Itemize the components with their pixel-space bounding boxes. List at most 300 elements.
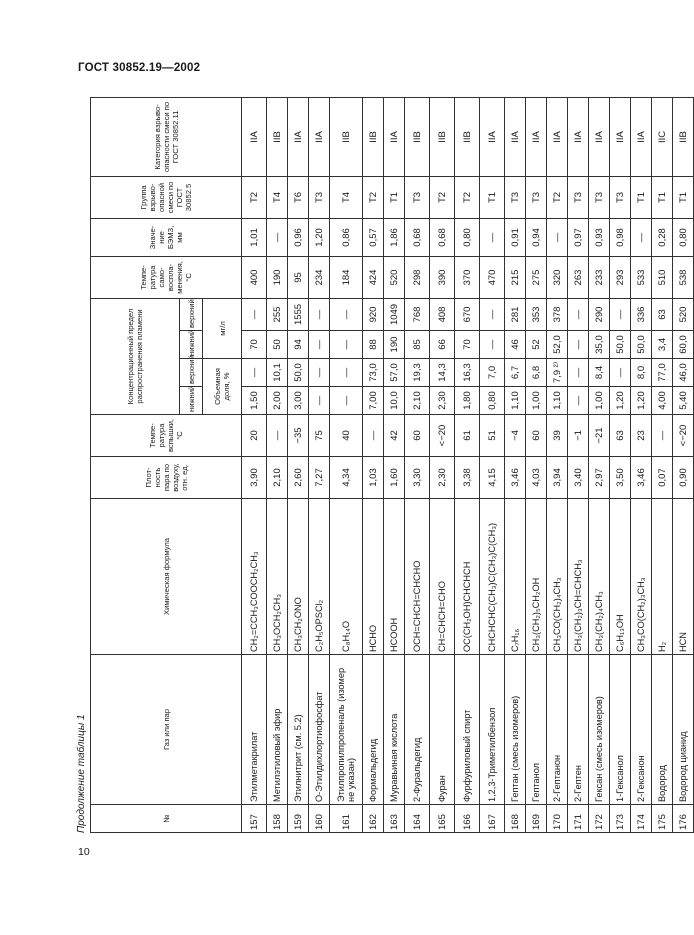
cell-formula: CHCHCHC(CH₃)C(CH₃)C(CH₃): [480, 499, 505, 655]
cell-d: 0,07: [652, 457, 673, 499]
cell-n: 158: [267, 805, 288, 833]
cell-c: IIA: [631, 97, 652, 176]
cell-name: 2-Фуральдегид: [405, 655, 430, 805]
cell-ml: 50,0: [610, 331, 631, 359]
cell-c: IIA: [589, 97, 610, 176]
cell-mu: 290: [589, 298, 610, 330]
col-header-flash: Темпе-ратура вспышки, °С: [91, 415, 242, 457]
table-wrapper: [90, 98, 689, 833]
cell-d: 3,38: [455, 457, 480, 499]
cell-vl: —: [330, 387, 363, 415]
table-row: [480, 97, 505, 832]
table-row: [384, 97, 405, 832]
col-header-name: Газ или пар: [91, 655, 242, 805]
cell-n: 175: [652, 805, 673, 833]
cell-f: 60: [526, 415, 547, 457]
cell-mu: 670: [455, 298, 480, 330]
cell-vu: 19,3: [405, 359, 430, 387]
cell-ml: —: [309, 331, 330, 359]
cell-c: IIA: [547, 97, 568, 176]
cell-g: T1: [631, 176, 652, 218]
cell-g: T2: [455, 176, 480, 218]
cell-t: 184: [330, 256, 363, 298]
cell-d: 3,46: [505, 457, 526, 499]
table-row: [505, 97, 526, 832]
cell-name: 1,2,3-Триметилбензол: [480, 655, 505, 805]
cell-mu: 1555: [288, 298, 309, 330]
cell-vl: —: [568, 387, 589, 415]
cell-name: 1-Гексанол: [610, 655, 631, 805]
cell-f: 75: [309, 415, 330, 457]
cell-formula: CH₃CH₂ONO: [288, 499, 309, 655]
cell-mu: 336: [631, 298, 652, 330]
cell-ml: 70: [242, 331, 267, 359]
col-header-bemz: Значе-ние БЭМЗ, мм: [91, 218, 242, 256]
cell-d: 4,34: [330, 457, 363, 499]
table-row: [405, 97, 430, 832]
table-row: [288, 97, 309, 832]
cell-name: 2-Гексанон: [631, 655, 652, 805]
cell-formula: HCHO: [363, 499, 384, 655]
cell-name: Метилэтиловый эфир: [267, 655, 288, 805]
cell-vu: 8,4: [589, 359, 610, 387]
table-row: [673, 97, 694, 832]
cell-b: 1,01: [242, 218, 267, 256]
cell-n: 174: [631, 805, 652, 833]
cell-formula: OC(CH₂OH)CHCHCH: [455, 499, 480, 655]
cell-t: 275: [526, 256, 547, 298]
cell-f: 60: [405, 415, 430, 457]
cell-d: 1,03: [363, 457, 384, 499]
cell-f: 23: [631, 415, 652, 457]
col-header-num: №: [91, 805, 242, 833]
col-header-vol-upper: верхний: [180, 359, 203, 387]
cell-g: T1: [652, 176, 673, 218]
cell-n: 163: [384, 805, 405, 833]
cell-f: −35: [288, 415, 309, 457]
cell-mu: —: [610, 298, 631, 330]
col-header-group: Группа взрыво-опасной смеси по ГОСТ 30852.5: [91, 176, 242, 218]
cell-ml: 35,0: [589, 331, 610, 359]
cell-t: 293: [610, 256, 631, 298]
cell-vl: 1,00: [526, 387, 547, 415]
cell-name: Гептан (смесь изомеров): [505, 655, 526, 805]
cell-vu: —: [568, 359, 589, 387]
cell-n: 172: [589, 805, 610, 833]
cell-vu: —: [330, 359, 363, 387]
cell-n: 160: [309, 805, 330, 833]
cell-name: Муравьиная кислота: [384, 655, 405, 805]
cell-c: IIB: [430, 97, 455, 176]
cell-t: 298: [405, 256, 430, 298]
table-caption: Продолжение таблицы 1: [76, 714, 87, 833]
cell-ml: 70: [455, 331, 480, 359]
cell-c: IIB: [267, 97, 288, 176]
cell-vu: —: [610, 359, 631, 387]
cell-mu: —: [480, 298, 505, 330]
cell-formula: CH₂=CCH₃COOCH₂CH₃: [242, 499, 267, 655]
cell-b: 0,80: [455, 218, 480, 256]
cell-mu: 408: [430, 298, 455, 330]
cell-t: 424: [363, 256, 384, 298]
cell-name: Гексан (смесь изомеров): [589, 655, 610, 805]
table-caption-wrapper: [74, 98, 90, 833]
cell-g: T1: [480, 176, 505, 218]
cell-mu: 920: [363, 298, 384, 330]
cell-ml: 52,0: [547, 331, 568, 359]
cell-f: 20: [242, 415, 267, 457]
cell-formula: CH=CHCH=CHO: [430, 499, 455, 655]
cell-vu: 46,0: [673, 359, 694, 387]
cell-name: О-Этилдихлортиофосфат: [309, 655, 330, 805]
cell-t: 520: [384, 256, 405, 298]
cell-c: IIA: [288, 97, 309, 176]
cell-t: 233: [589, 256, 610, 298]
cell-vl: 4,00: [652, 387, 673, 415]
cell-b: 0,93: [589, 218, 610, 256]
cell-name: Фурфуриловый спирт: [455, 655, 480, 805]
cell-formula: HCOOH: [384, 499, 405, 655]
cell-vl: 2,30: [430, 387, 455, 415]
cell-n: 161: [330, 805, 363, 833]
cell-formula: CH₃(CH₂)₄CH₃: [589, 499, 610, 655]
cell-g: T2: [430, 176, 455, 218]
cell-vu: 16,3: [455, 359, 480, 387]
cell-n: 170: [547, 805, 568, 833]
cell-g: T3: [526, 176, 547, 218]
cell-c: IIA: [480, 97, 505, 176]
cell-f: <−20: [673, 415, 694, 457]
col-header-density: Плот-ность пара по воздуху, отн. ед.: [91, 457, 242, 499]
cell-b: 0,86: [330, 218, 363, 256]
cell-b: 0,57: [363, 218, 384, 256]
cell-f: −4: [505, 415, 526, 457]
cell-mu: 768: [405, 298, 430, 330]
cell-vl: 10,0: [384, 387, 405, 415]
cell-c: IIB: [330, 97, 363, 176]
cell-vu: 7,9 ²⁾: [547, 359, 568, 387]
cell-g: T3: [589, 176, 610, 218]
table-row: [589, 97, 610, 832]
cell-t: 390: [430, 256, 455, 298]
cell-formula: CH₃CO(CH₂)₃CH₃: [631, 499, 652, 655]
cell-c: IIB: [673, 97, 694, 176]
cell-d: 2,60: [288, 457, 309, 499]
cell-vu: 77,0: [652, 359, 673, 387]
col-header-mass-lower: нижний: [180, 331, 203, 359]
cell-formula: C₈H₁₄O: [330, 499, 363, 655]
cell-formula: CH₃OCH₂CH₃: [267, 499, 288, 655]
cell-d: 2,30: [430, 457, 455, 499]
cell-name: Формальдегид: [363, 655, 384, 805]
cell-formula: CH₃(CH₂)₃CH=CHCH₃: [568, 499, 589, 655]
cell-ml: —: [568, 331, 589, 359]
cell-vl: 1,10: [547, 387, 568, 415]
cell-d: 2,97: [589, 457, 610, 499]
cell-name: Гептанол: [526, 655, 547, 805]
cell-mu: —: [242, 298, 267, 330]
cell-d: 3,50: [610, 457, 631, 499]
cell-vu: 6,7: [505, 359, 526, 387]
cell-name: Фуран: [430, 655, 455, 805]
cell-f: 42: [384, 415, 405, 457]
cell-n: 159: [288, 805, 309, 833]
cell-t: 215: [505, 256, 526, 298]
cell-mu: —: [568, 298, 589, 330]
cell-t: 538: [673, 256, 694, 298]
col-header-vol-unit: Объемная доля, %: [203, 359, 242, 415]
cell-t: 370: [455, 256, 480, 298]
cell-b: 0,96: [288, 218, 309, 256]
cell-g: T3: [505, 176, 526, 218]
cell-n: 168: [505, 805, 526, 833]
cell-c: IIA: [526, 97, 547, 176]
col-header-mass-unit: мг/л: [203, 298, 242, 358]
cell-g: T3: [309, 176, 330, 218]
cell-g: T2: [547, 176, 568, 218]
cell-c: IIC: [652, 97, 673, 176]
cell-f: 39: [547, 415, 568, 457]
cell-ml: 52: [526, 331, 547, 359]
cell-f: <−20: [430, 415, 455, 457]
table-row: [568, 97, 589, 832]
cell-name: Этилпропилпропеналь (изомер не указан): [330, 655, 363, 805]
cell-formula: HCN: [673, 499, 694, 655]
cell-g: T3: [568, 176, 589, 218]
cell-c: IIB: [405, 97, 430, 176]
cell-d: 7,27: [309, 457, 330, 499]
table-row: [309, 97, 330, 832]
cell-b: 0,94: [526, 218, 547, 256]
cell-mu: 353: [526, 298, 547, 330]
cell-f: 51: [480, 415, 505, 457]
cell-vu: 8,0: [631, 359, 652, 387]
cell-c: IIA: [610, 97, 631, 176]
cell-d: 1,60: [384, 457, 405, 499]
table-row: [242, 97, 267, 832]
cell-d: 3,30: [405, 457, 430, 499]
cell-n: 176: [673, 805, 694, 833]
cell-vl: 1,20: [631, 387, 652, 415]
cell-vu: —: [242, 359, 267, 387]
cell-t: 234: [309, 256, 330, 298]
cell-ml: 50,0: [631, 331, 652, 359]
cell-b: —: [631, 218, 652, 256]
cell-g: T3: [405, 176, 430, 218]
cell-vl: 7,00: [363, 387, 384, 415]
cell-n: 171: [568, 805, 589, 833]
cell-name: 2-Гептанон: [547, 655, 568, 805]
cell-vu: 57,0: [384, 359, 405, 387]
cell-b: —: [547, 218, 568, 256]
cell-vl: —: [309, 387, 330, 415]
cell-vu: 6,8: [526, 359, 547, 387]
table-row: [526, 97, 547, 832]
cell-ml: 85: [405, 331, 430, 359]
cell-vl: 1,20: [610, 387, 631, 415]
cell-ml: 66: [430, 331, 455, 359]
cell-b: —: [267, 218, 288, 256]
cell-b: 0,68: [430, 218, 455, 256]
cell-c: IIB: [363, 97, 384, 176]
cell-vu: 14,3: [430, 359, 455, 387]
cell-d: 4,15: [480, 457, 505, 499]
cell-vl: 1,80: [455, 387, 480, 415]
table-row: [455, 97, 480, 832]
cell-t: 190: [267, 256, 288, 298]
cell-vl: 3,00: [288, 387, 309, 415]
cell-formula: H₂: [652, 499, 673, 655]
cell-vu: 10,1: [267, 359, 288, 387]
col-header-formula: Химическая формула: [91, 499, 242, 655]
table-row: [610, 97, 631, 832]
table-row: [330, 97, 363, 832]
table-body: [242, 97, 694, 832]
cell-f: −21: [589, 415, 610, 457]
cell-t: 320: [547, 256, 568, 298]
cell-name: Водород: [652, 655, 673, 805]
cell-c: IIA: [242, 97, 267, 176]
cell-t: 263: [568, 256, 589, 298]
cell-mu: 1049: [384, 298, 405, 330]
cell-vl: 5,40: [673, 387, 694, 415]
cell-n: 166: [455, 805, 480, 833]
table-row: [267, 97, 288, 832]
document-header: ГОСТ 30852.19—2002: [78, 62, 201, 74]
cell-f: 61: [455, 415, 480, 457]
cell-n: 165: [430, 805, 455, 833]
cell-mu: 281: [505, 298, 526, 330]
col-header-conc-group: Концентрационный предел распространения пламени: [91, 298, 180, 414]
cell-t: 533: [631, 256, 652, 298]
cell-mu: 63: [652, 298, 673, 330]
table-row: [363, 97, 384, 832]
cell-formula: C₂H₅OPSCl₂: [309, 499, 330, 655]
cell-f: 63: [610, 415, 631, 457]
cell-vl: 1,10: [505, 387, 526, 415]
cell-g: T4: [330, 176, 363, 218]
cell-b: 0,80: [673, 218, 694, 256]
cell-name: Этилнитрит (см. 5.2): [288, 655, 309, 805]
cell-b: 0,68: [405, 218, 430, 256]
cell-ml: 88: [363, 331, 384, 359]
cell-d: 3,40: [568, 457, 589, 499]
cell-d: 4,03: [526, 457, 547, 499]
cell-name: 2-Гептен: [568, 655, 589, 805]
cell-b: 1,20: [309, 218, 330, 256]
cell-vu: 73,0: [363, 359, 384, 387]
cell-vu: 50,0: [288, 359, 309, 387]
page-number: 10: [78, 846, 90, 858]
col-header-category: Категория взрыво-опасности смеси по ГОСТ 30852.11: [91, 97, 242, 176]
cell-mu: 255: [267, 298, 288, 330]
cell-c: IIA: [309, 97, 330, 176]
cell-n: 157: [242, 805, 267, 833]
cell-g: T2: [363, 176, 384, 218]
cell-f: −1: [568, 415, 589, 457]
table-row: [631, 97, 652, 832]
cell-ml: 60,0: [673, 331, 694, 359]
cell-g: T4: [267, 176, 288, 218]
cell-d: 3,46: [631, 457, 652, 499]
cell-t: 470: [480, 256, 505, 298]
cell-b: 0,97: [568, 218, 589, 256]
cell-vl: 0,80: [480, 387, 505, 415]
cell-t: 510: [652, 256, 673, 298]
cell-vu: 7,0: [480, 359, 505, 387]
cell-b: 0,28: [652, 218, 673, 256]
cell-formula: C₇H₁₆: [505, 499, 526, 655]
cell-g: T1: [673, 176, 694, 218]
cell-f: —: [267, 415, 288, 457]
cell-name: Этилметакрилат: [242, 655, 267, 805]
cell-g: T2: [242, 176, 267, 218]
cell-d: 3,90: [242, 457, 267, 499]
cell-t: 400: [242, 256, 267, 298]
cell-formula: CH₃(CH₂)₅CH₂OH: [526, 499, 547, 655]
cell-n: 167: [480, 805, 505, 833]
cell-mu: —: [309, 298, 330, 330]
cell-g: T6: [288, 176, 309, 218]
col-header-autoign: Темпе-ратура само-воспла-менения, °С: [91, 256, 242, 298]
cell-c: IIB: [455, 97, 480, 176]
cell-g: T1: [384, 176, 405, 218]
cell-vl: 1,00: [589, 387, 610, 415]
col-header-mass-upper: верхний: [180, 298, 203, 330]
cell-d: 0,90: [673, 457, 694, 499]
cell-ml: 94: [288, 331, 309, 359]
cell-mu: 520: [673, 298, 694, 330]
cell-formula: OCH=CHCH=CHCHO: [405, 499, 430, 655]
cell-c: IIA: [568, 97, 589, 176]
cell-formula: C₆H₁₃OH: [610, 499, 631, 655]
cell-ml: 190: [384, 331, 405, 359]
table-row: [652, 97, 673, 832]
cell-n: 164: [405, 805, 430, 833]
cell-ml: 50: [267, 331, 288, 359]
cell-ml: 46: [505, 331, 526, 359]
cell-c: IIA: [384, 97, 405, 176]
cell-ml: —: [480, 331, 505, 359]
cell-f: —: [363, 415, 384, 457]
cell-n: 169: [526, 805, 547, 833]
cell-ml: —: [330, 331, 363, 359]
cell-d: 3,94: [547, 457, 568, 499]
rotated-table: [90, 98, 689, 833]
cell-vl: 1,50: [242, 387, 267, 415]
cell-d: 2,10: [267, 457, 288, 499]
cell-b: —: [480, 218, 505, 256]
cell-c: IIA: [505, 97, 526, 176]
cell-vu: —: [309, 359, 330, 387]
cell-n: 162: [363, 805, 384, 833]
cell-ml: 3,4: [652, 331, 673, 359]
gas-properties-table: [90, 97, 694, 833]
cell-mu: 378: [547, 298, 568, 330]
cell-b: 0,91: [505, 218, 526, 256]
cell-n: 173: [610, 805, 631, 833]
cell-mu: —: [330, 298, 363, 330]
cell-f: —: [652, 415, 673, 457]
cell-g: T3: [610, 176, 631, 218]
col-header-vol-lower: нижний: [180, 387, 203, 415]
cell-t: 95: [288, 256, 309, 298]
cell-formula: CH₃CO(CH₂)₄CH₃: [547, 499, 568, 655]
table-row: [547, 97, 568, 832]
cell-b: 0,98: [610, 218, 631, 256]
table-row: [430, 97, 455, 832]
cell-vl: 2,10: [405, 387, 430, 415]
